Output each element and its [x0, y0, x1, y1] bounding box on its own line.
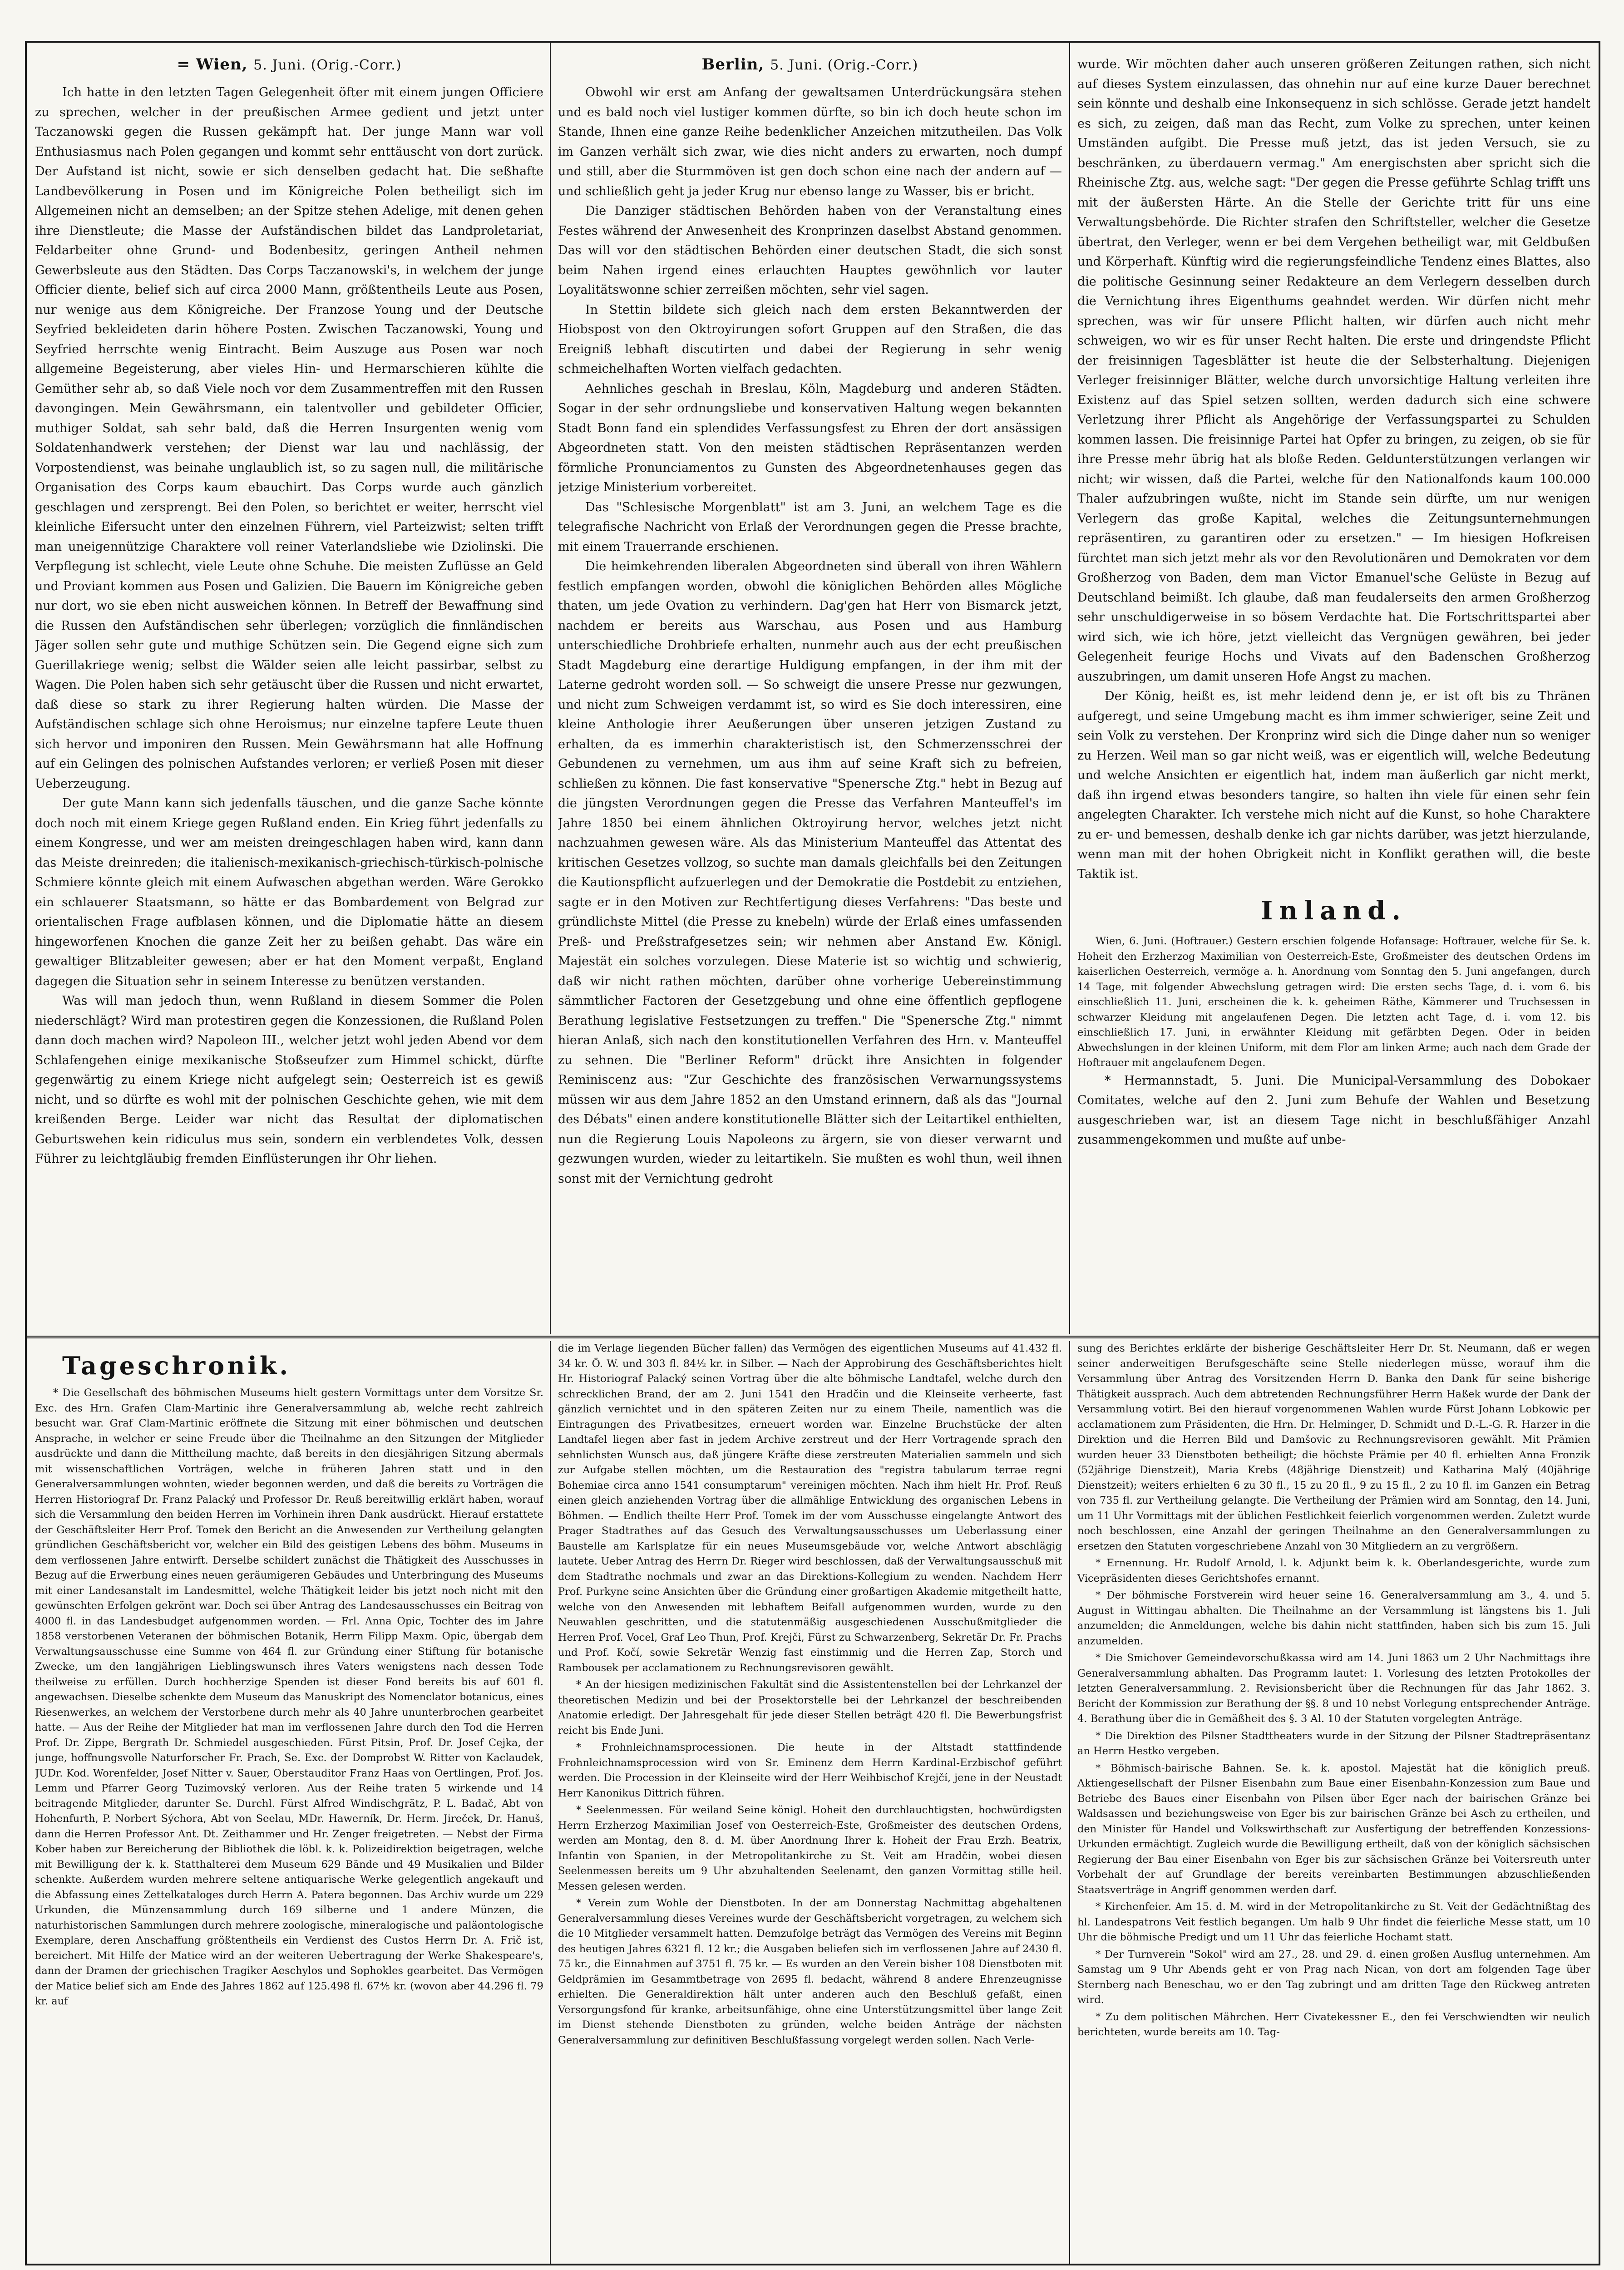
- top-section: [27, 43, 1599, 1334]
- article-paragraph: Der gute Mann kann sich jedenfalls täuschen, und die ganze Sache könnte doch noch mit einem Kriege gegen Rußland enden. Ein Krieg führt jedenfalls zu einem Kongresse, und wer am meisten dreingeschlagen haben wird, kann dann das Meiste dreinreden; die italienisch-mexikanisch-griechisch-türkisch-polnische Schmiere könnte gleich mit einem Aufwaschen abgethan werden. Wäre Gerokko ein schlauerer Staatsmann, so hätte er das Bombardement von Belgrad zur orientalischen Frage aufblasen können, und die Diplomatie hätte an diesem hingeworfenen Knochen die ganze Zeit her zu beißen gehabt. Das wäre ein gewaltiger Blitzableiter gewesen; aber er hat den Moment verpaßt, England dagegen die Situation sehr in seinem Interesse zu benützen verstanden.: [35, 796, 543, 988]
- news-item: Wien, 6. Juni. (Hoftrauer.) Gestern erschien folgende Hofansage: Hoftrauer, welche für Se. k. Hoheit den Erzherzog Maximilian von Oesterreich-Este, Großmeister des deutschen Ordens im kaiserlichen Oesterreich, vermöge a. h. Anordnung vom Sonntag den 5. Juni angefangen, durch 14 Tage, mit folgender Abwechslung getragen wird: Die ersten sechs Tage, d. i. vom 6. bis einschließlich 11. Juni, erscheinen die k. k. geheimen Räthe, Kämmerer und Truchsessen in schwarzer Kleidung mit angelaufenen Degen. Die letzten acht Tage, d. i. vom 12. bis einschließlich 17. Juni, in erwähnter Kleidung mit gefärbten Degen. Oder in beiden Abwechslungen in der kleinen Uniform, mit dem Flor am linken Arme; auch nach dem Grade der Hoftrauer mit angelaufenem Degen.: [1077, 935, 1590, 1069]
- news-item: * Böhmisch-bairische Bahnen. Se. k. k. apostol. Majestät hat die königlich preuß. Aktiengesellschaft der Pilsner Eisenbahn zum Baue einer Eisenbahn-Konzession zum Baue und Betriebe des Baues einer Eisenbahn von Pilsen über Eger nach der bairischen Gränze bei Waldsassen und beziehungsweise von Eger bis zur bairischen Gränze bei Asch zu ertheilen, und den Minister für Handel und Volkswirthschaft zur Ausfertigung der betreffenden Konzessions-Urkunden ermächtigt. Zugleich wurde die Bewilligung ertheilt, daß von der königlich sächsischen Regierung der Bau einer Eisenbahn von Eger bis zur sächsischen Gränze bei Voitersreuth unter Vorbehalt der auf Grundlage der bereits vereinbarten Bestimmungen abzuschließenden Staatsverträge in Angriff genommen werden darf.: [1077, 1762, 1590, 1896]
- dateline-place: = Wien,: [177, 55, 248, 74]
- news-item: * Der Turnverein "Sokol" wird am 27., 28. und 29. d. einen großen Ausflug unternehmen. Am Samstag um 9 Uhr Abends geht er von Prag nach Nican, von dort am folgenden Tage über Sternberg nach Beneschau, wo er den Tag zubringt und am dritten Tage den Rückweg antreten wird.: [1077, 1948, 1590, 2006]
- news-item: * Ernennung. Hr. Rudolf Arnold, l. k. Adjunkt beim k. k. Oberlandesgerichte, wurde zum Vicepräsidenten dieses Gerichtshofes ernannt.: [1077, 1557, 1590, 1584]
- chronicle-column-3: [1077, 1341, 1590, 2263]
- dateline-date: 5. Juni. (Orig.-Corr.): [770, 57, 918, 73]
- column-berlin: [558, 43, 1062, 1332]
- chronicle-column-1: [35, 1341, 543, 2263]
- article-paragraph: Was will man jedoch thun, wenn Rußland in diesem Sommer die Polen niederschlägt? Wird man protestiren gegen die Konzessionen, die Rußland Polen dann doch machen wird? Napoleon III., welcher jetzt wohl jeden Abend vor dem Schlafengehen einige mexikanische Stoßseufzer zum Himmel schickt, dürfte gegenwärtig zu einem Kriege nicht aufgelegt sein; Oesterreich ist es gewiß nicht, und so dürfte es wohl mit der polnischen Geschichte gehen, wie mit dem kreißenden Berge. Leider war nicht das Resultat der diplomatischen Geburtswehen kein ridiculus mus sein, sondern ein verblendetes Volk, dessen Führer zu leichtgläubig fremden Einflüsterungen ihr Ohr liehen.: [35, 994, 543, 1166]
- news-item: die im Verlage liegenden Bücher fallen) das Vermögen des eigentlichen Museums auf 41.432 fl. 34 kr. Ö. W. und 303 fl. 84½ kr. in Silber. — Nach der Approbirung des Geschäftsberichtes hielt Hr. Historiograf Palacký seinen Vortrag über die alte böhmische Landtafel, welche durch den schrecklichen Brand, der am 2. Juni 1541 den Hradčin und die Kleinseite verheerte, fast gänzlich vernichtet und in den späteren Zeiten nur zu einem Theile, namentlich was die Eintragungen des Privatbesitzes, erneuert worden war. Einzelne Bruchstücke der alten Landtafel liegen aber fast in jedem Archive zerstreut und der Herr Vortragende sprach den sehnlichsten Wunsch aus, daß jüngere Kräfte diese zerstreuten Materialien sammeln und sich zur Aufgabe stellen möchten, um die Restauration des "registra tabularum terrae regni Bohemiae circa anno 1541 consumptarum" vereinigen möchten. Nach ihm hielt Hr. Prof. Reuß einen gleich anziehenden Vortrag über die allmählige Entwicklung des organischen Lebens in Böhmen. — Endlich theilte Herr Prof. Tomek im der vom Ausschusse eingelangte Antwort des Prager Stadtrathes auf das Gesuch des Verwaltungsausschusses um Ueberlassung einer Baustelle am Karlsplatze für ein neues Museumsgebäude vor, welche Antwort abschlägig lautete. Ueber Antrag des Herrn Dr. Rieger wird beschlossen, daß der Verwaltungsausschuß mit dem Stadtrathe nochmals und zwar an das Direktions-Kollegium zu wenden. Nachdem Herr Prof. Purkyne seine Ansichten über die Gründung einer großartigen Akademie mitgetheilt hatte, welche von den Anwesenden mit lebhaftem Beifall aufgenommen wurden, wurde zu den Neuwahlen geschritten, und die statutenmäßig ausgeschiedenen Ausschußmitglieder die Herren Prof. Vocel, Graf Leo Thun, Prof. Krejči, Fürst zu Schwarzenberg, Sekretär Dr. Fr. Prachs und Prof. Kočí, sowie Sekretär Wenzig fast einstimmig und die Herren Zap, Storch und Rambousek per acclamationem zu Rechnungsrevisoren gewählt.: [558, 1342, 1062, 1674]
- news-item: * Verein zum Wohle der Dienstboten. In der am Donnerstag Nachmittag abgehaltenen Generalversammlung dieses Vereines wurde der Geschäftsbericht vorgetragen, zu welchem sich die 10 Mitglieder versammelt hatten. Demzufolge beträgt das Vermögen des Vereins mit Beginn des heutigen Jahres 6321 fl. 12 kr.; die Ausgaben beliefen sich im verflossenen Jahre auf 2430 fl. 75 kr., die Einnahmen auf 3751 fl. 75 kr. — Es wurden an den Verein bisher 108 Dienstboten mit Geldprämien im Gesammtbetrage von 2695 fl. bedacht, während 8 andere Ehrenzeugnisse erhielten. Die Generaldirektion hält unter anderen auch den Beschluß gefaßt, einen Versorgungsfond für kranke, arbeitsunfähige, ohne eine Unterstützungsmittel über lange Zeit im Dienst stehende Dienstboten zu gründen, welche beiden Anträge der nächsten Generalversammlung zur definitiven Beschlußfassung vorgelegt werden sollen. Nach Verle-: [558, 1897, 1062, 2046]
- dateline-berlin: [558, 55, 1062, 74]
- dateline-place: Berlin,: [701, 55, 765, 74]
- article-paragraph: Aehnliches geschah in Breslau, Köln, Magdeburg und anderen Städten. Sogar in der sehr ordnungsliebe und konservativen Haltung wegen bekannten Stadt Bonn fand ein splendides Verfassungsfest zu Ehren der dort ansässigen Abgeordneten statt. Von den meisten städtischen Repräsentanzen werden förmliche Pronunciamentos zu Gunsten des Abgeordnetenhauses gegen das jetzige Ministerium vorbereitet.: [558, 381, 1062, 494]
- article-paragraph: Der König, heißt es, ist mehr leidend denn je, er ist oft bis zu Thränen aufgeregt, und seine Umgebung macht es ihm immer schwieriger, seine Zeit und sein Volk zu verstehen. Der Kronprinz wird sich die Dinge daher nun so weniger zu Herzen. Weil man so gar nicht weiß, was er eigentlich will, welche Bedeutung und welche Ansichten er eigentlich hat, indem man äußerlich gar nicht merkt, daß ihn irgend etwas besonders tangire, so halten ihn viele für einen sehr fein angelegten Charakter. Ich verstehe mich nicht auf die Kunst, so hohe Charaktere zu er- und bemessen, deshalb denke ich gar nichts darüber, was jetzt hierzulande, wenn man mit der hohen Obrigkeit nicht in Konflikt gerathen will, die beste Taktik ist.: [1077, 689, 1590, 881]
- column-divider: [550, 1341, 551, 2264]
- dateline-wien: [35, 55, 543, 74]
- news-item: * Die Smichover Gemeindevorschußkassa wird am 14. Juni 1863 um 2 Uhr Nachmittags ihre Generalversammlung abhalten. Das Programm lautet: 1. Vorlesung des letzten Protokolles der letzten Generalversammlung. 2. Revisionsbericht über die Rechnungen für das Jahr 1862. 3. Bericht der Kommission zur Berathung der §§. 8 und 10 nebst Vorlegung entsprechender Anträge. 4. Berathung über die in Gemäßheit des §. 3 Al. 10 der Statuten vorgelegten Anträge.: [1077, 1652, 1590, 1725]
- news-item: * Zu dem politischen Mährchen. Herr Civatekessner E., den fei Verschwiendten wir neulich berichteten, wurde bereits am 10. Tag-: [1077, 2011, 1590, 2038]
- article-paragraph: Die heimkehrenden liberalen Abgeordneten sind überall von ihren Wählern festlich empfangen worden, obwohl die königlichen Behörden alles Mögliche thaten, um jede Ovation zu verhindern. Dag'gen hat Herr von Bismarck jetzt, nachdem er bereits aus Warschau, aus Posen und aus Hamburg unterschiedliche Drohbriefe erhalten, nunmehr auch aus der echt preußischen Stadt Magdeburg eine derartige Huldigung empfangen, in der ihm mit der Laterne gedroht worden soll. — So schweigt die unsere Presse nur gezwungen, und nicht zum Schweigen verdammt ist, so wird es Sie doch interessiren, eine kleine Anthologie ihrer Aeußerungen über unseren jetzigen Zustand zu erhalten, da es immerhin charakteristisch ist, den Schmerzensschrei der Gebundenen zu vernehmen, um aus ihm auf seine Kraft sich zu befreien, schließen zu können. Die fast konservative "Spenersche Ztg." hebt in Bezug auf die jüngsten Verordnungen gegen die Presse das Verfahren Manteuffel's im Jahre 1850 bei einem ähnlichen Oktroyirung hervor, welches jetzt nicht nachzuahmen gewesen wäre. Als das Ministerium Manteuffel das Attentat des kritischen Gesetzes vollzog, so suchte man damals gleichfalls bei den Zeitungen die Kautionspflicht aufzuerlegen und der Demokratie die Postdebit zu entziehen, sagte er in den Motiven zur Rechtfertigung dieses Verfahrens: "Das beste und gründlichste Mittel (die Presse zu knebeln) würde der Erlaß eines umfassenden Preß- und Preßstrafgesetzes sein; wir nehmen aber Anstand Ew. Königl. Majestät ein solches vorzulegen. Diese Materie ist so wichtig und schwierig, daß wir nicht rathen möchten, darüber ohne vorherige Uebereinstimmung sämmtlicher Factoren der Gesetzgebung und ohne eine öffentlich gepflogene Berathung legislative Festsetzungen zu treffen." Die "Spenersche Ztg." nimmt hieran Anlaß, sich nach den konstitutionellen Verfahren des Hrn. v. Manteuffel zu sehnen. Die "Berliner Reform" drückt ihre Ansichten in folgender Reminiscenz aus: "Zur Geschichte des französischen Verwarnungssystems müssen wir aus dem Jahre 1852 an den Umstand erinnern, daß als das "Journal des Débats" einen andere konstitutionelle Blätter sich der Leitartikel enthielten, nun die Regierung Louis Napoleons zu ärgern, sie von dieser verwarnt und gezwungen wurden, wieder zu leitartikeln. Sie mußten es wohl thun, weil ihnen sonst mit der Vernichtung gedroht: [558, 559, 1062, 1186]
- article-paragraph: In Stettin bildete sich gleich nach dem ersten Bekanntwerden der Hiobspost von den Oktroyirungen sofort Gruppen auf den Straßen, die das Ereigniß lebhaft discutirten und dabei der Regierung in sehr wenig schmeichelhaften Worten vielfach gedachten.: [558, 302, 1062, 376]
- news-item: * Hermannstadt, 5. Juni. Die Municipal-Versammlung des Dobokaer Comitates, welche auf den 2. Juni zum Behufe der Wahlen und Besetzung ausgeschrieben war, ist an diesem Tage nicht in beschlußfähiger Anzahl zusammengekommen und mußte auf unbe-: [1077, 1073, 1590, 1147]
- column-continuation: [1077, 43, 1590, 1332]
- column-divider: [550, 43, 551, 1334]
- news-item: * Die Gesellschaft des böhmischen Museums hielt gestern Vormittags unter dem Vorsitze Sr. Exc. des Hrn. Grafen Clam-Martinic ihre Generalversammlung ab, welche recht zahlreich besucht war. Graf Clam-Martinic eröffnete die Sitzung mit einer böhmischen und deutschen Ansprache, in welcher er seine Freude über die Theilnahme an den Sitzungen der Mitglieder ausdrückte und dann die Mittheilung machte, daß bereits in den diesjährigen Sitzung abermals mit wissenschaftlichen Vorträgen, welche in früheren Jahren statt und in den Generalversammlungen wohnten, wieder begonnen werden, und daß die bereits zu Vorträgen die Herren Historiograf Dr. Franz Palacký und Professor Dr. Reuß bereitwillig erklärt haben, worauf sich die Versammlung den beiden Herren im Vorhinein ihren Dank ausdrückt. Hierauf erstattete der Geschäftsleiter Herr Prof. Tomek den Bericht an die Anwesenden zur Vertheilung gelangten gründlichen Geschäftsbericht vor, welcher ein Bild des geistigen Lebens des böhm. Museums in dem verflossenen Jahre entwirft. Derselbe schildert zunächst die Thätigkeit des Ausschusses in Bezug auf die Erwerbung eines neuen geräumigeren Gebäudes und Unterbringung des Museums mit einer Landesanstalt im Landesmittel, welche Thätigkeit leider bis jetzt noch nicht mit den gewünschten Erfolgen gekrönt war. Doch sei über Antrag des Landesausschusses ein Beitrag von 4000 fl. in das Landesbudget aufgenommen worden. — Frl. Anna Opic, Tochter des im Jahre 1858 verstorbenen Veteranen der böhmischen Botanik, Herrn Filipp Maxm. Opic, übergab dem Verwaltungsausschusse eine Summe von 464 fl. zur Gründung einer Stiftung für botanische Zwecke, um den langjährigen Lieblingswunsch ihres Vaters wenigstens nach dessen Tode theilweise zu erfüllen. Durch hochherzige Spenden ist dieser Fond bereits bis auf 601 fl. angewachsen. Dieselbe schenkte dem Museum das Manuskript des Nomenclator botanicus, eines Riesenwerkes, an welchem der Verstorbene durch mehr als 40 Jahre ununterbrochen gearbeitet hatte. — Aus der Reihe der Mitglieder hat man im verflossenen Jahre durch den Tod die Herren Prof. Dr. Zippe, Bergrath Dr. Schmiedel ausgeschieden. Fürst Pitsin, Prof. Dr. Josef Cejka, der junge, hoffnungsvolle Naturforscher Fr. Prach, Se. Exc. der Domprobst W. Ritter von Kaclaudek, JUDr. Kod. Worenfelder, Josef Nitter v. Sauer, Oberstauditor Franz Haas von Oertlingen, Prof. Jos. Lemm und Pfarrer Georg Tuzimovský verloren. Aus der Reihe traten 5 wirkende und 14 beitragende Mitglieder, darunter Se. Durchl. Fürst Alfred Windischgrätz, P. L. Badač, Abt von Hohenfurth, P. Norbert Sýchora, Abt von Seelau, MDr. Hawerník, Dr. Herm. Jireček, Dr. Hanuš, dann die Herren Professor Ant. Dt. Zeithammer und Hr. Zenger freigetreten. — Nebst der Firma Kober haben zur Bereicherung der Bibliothek die löbl. k. k. Polizeidirektion beigetragen, welche mit Bewilligung der k. k. Statthalterei dem Museum 629 Bände und 49 Musikalien und Bilder schenkte. Außerdem wurden mehrere seltene antiquarische Werke gelegentlich angekauft und die Abfassung eines Zettelkataloges durch Herrn A. Patera begonnen. Das Archiv wurde um 229 Urkunden, die Münzensammlung durch 169 silberne und 1 andere Münzen, die naturhistorischen Sammlungen durch mehrere zoologische, mineralogische und paläontologische Exemplare, deren Anschaffung größtentheils ein Verdienst des Custos Herrn Dr. A. Frič ist, bereichert. Mit Hilfe der Matice wird an der weiteren Uebertragung der Werke Shakespeare's, dann der Dramen der griechischen Tragiker Aeschylos und Sophokles gearbeitet. Das Vermögen der Matice belief sich am Ende des Jahres 1862 auf 125.498 fl. 67⅘ kr. (wovon aber 44.296 fl. 79 kr. auf: [35, 1387, 543, 2007]
- news-item: * An der hiesigen medizinischen Fakultät sind die Assistentenstellen bei der Lehrkanzel der theoretischen Medizin und bei der Prosektorstelle bei der Lehrkanzel der beschreibenden Anatomie erledigt. Der Jahresgehalt für jede dieser Stellen beträgt 420 fl. Die Bewerbungsfrist reicht bis Ende Juni.: [558, 1679, 1062, 1737]
- news-item: * Der böhmische Forstverein wird heuer seine 16. Generalversammlung am 3., 4. und 5. August in Wittingau abhalten. Die Theilnahme an der Versammlung ist längstens bis 1. Juli anzumelden; die Anmeldungen, welche bis dahin nicht stattfinden, haben sich bis zum 15. Juli anzumelden.: [1077, 1589, 1590, 1647]
- news-item: * Seelenmessen. Für weiland Seine königl. Hoheit den durchlauchtigsten, hochwürdigsten Herrn Erzherzog Maximilian Josef von Oesterreich-Este, Großmeister des deutschen Ordens, werden am Montag, den 8. d. M. über Anordnung Ihrer k. Hoheit der Frau Erzh. Beatrix, Infantin von Spanien, in der Metropolitankirche zu St. Veit am Hradčin, wobei diesen Seelenmessen bereits um 9 Uhr abzuhaltenden Seelenamt, den ganzen Vormittag stille heil. Messen gelesen werden.: [558, 1804, 1062, 1892]
- article-paragraph: Ich hatte in den letzten Tagen Gelegenheit öfter mit einem jungen Officiere zu sprechen, welcher in der preußischen Armee gedient und jetzt unter Taczanowski gegen die Russen gekämpft hat. Der junge Mann war voll Enthusiasmus nach Polen gegangen und kommt sehr enttäuscht von dort zurück. Der Aufstand ist nicht, sowie er sich denselben gedacht hat. Die seßhafte Landbevölkerung in Posen und im Königreiche Polen betheiligt sich im Allgemeinen nicht an demselben; an der Spitze stehen Adelige, mit denen gehen ihre Dienstleute; die Masse der Aufständischen bildet das Landproletariat, Feldarbeiter ohne Grund- und Bodenbesitz, geringen Antheil nehmen Gewerbsleute aus den Städten. Das Corps Taczanowski's, in welchem der junge Officier diente, belief sich auf circa 2000 Mann, größtentheils Leute aus Posen, nur wenige aus dem Königreiche. Der Franzose Young und der Deutsche Seyfried bekleideten darin höhere Posten. Zwischen Taczanowski, Young und Seyfried herrschte wenig Eintracht. Beim Auszuge aus Posen war noch allgemeine Begeisterung, aber vieles Hin- und Hermarschieren kühlte die Gemüther sehr ab, so daß Viele noch vor dem Zusammentreffen mit den Russen davongingen. Mein Gewährsmann, ein talentvoller und gebildeter Officier, muthiger Soldat, sah sehr bald, daß die Herren Insurgenten wenig vom Soldatenhandwerk verstehen; der Dienst war lau und nachlässig, der Vorpostendienst, was beinahe unglaublich ist, so zu sagen null, die militärische Organisation des Corps kaum ebauchirt. Das Corps wurde auch gänzlich geschlagen und zersprengt. Bei den Polen, so berichtet er weiter, herrscht viel kleinliche Eifersucht unter den einzelnen Führern, viel Parteizwist; selten trifft man uneigennützige Charaktere voll reiner Vaterlandsliebe wie Dziolinski. Die Verpflegung ist schlecht, viele Leute ohne Schuhe. Die meisten Zuflüsse an Geld und Proviant kommen aus Posen und Galizien. Die Bauern im Königreiche geben nur dort, wo sie eben nicht ausweichen können. In Betreff der Bewaffnung sind die Russen den Aufständischen sehr überlegen; vorzüglich die finnländischen Jäger sollen sehr gute und muthige Schützen sein. Die Gegend eigne sich zum Guerillakriege wenig; selbst die Wälder seien alle leicht passirbar, selbst zu Wagen. Die Polen haben sich sehr getäuscht über die Russen und nicht erwartet, daß diese so stark zu ihrer Regierung halten würden. Die Masse der Aufständischen schlage sich ohne Heroismus; nur einzelne tapfere Leute thuen sich hervor und imponiren den Russen. Mein Gewährsmann hat alle Hoffnung auf ein Gelingen des polnischen Aufstandes verloren; er verließ Posen mit dieser Ueberzeugung.: [35, 85, 543, 791]
- column-divider: [1069, 1341, 1070, 2264]
- section-title-tageschronik: Tageschronik.: [62, 1351, 291, 1380]
- section-divider: [27, 1336, 1599, 1338]
- dateline-date: 5. Juni. (Orig.-Corr.): [253, 57, 402, 73]
- column-divider: [1069, 43, 1070, 1334]
- article-paragraph: Das "Schlesische Morgenblatt" ist am 3. Juni, an welchem Tage es die telegrafische Nachricht von Erlaß der Verordnungen gegen die Presse brachte, mit einem Trauerrande erschienen.: [558, 500, 1062, 554]
- news-item: * Frohnleichnamsprocessionen. Die heute in der Altstadt stattfindende Frohnleichnamsprocession wird von Sr. Eminenz dem Herrn Kardinal-Erzbischof geführt werden. Die Procession in der Kleinseite wird der Herr Weihbischof Krejčí, jene in der Neustadt Herr Kanonikus Dittrich führen.: [558, 1742, 1062, 1799]
- section-title-inland: Inland.: [1261, 896, 1407, 926]
- news-item: sung des Berichtes erklärte der bisherige Geschäftsleiter Herr Dr. St. Neumann, daß er wegen seiner anderweitigen Berufsgeschäfte seine Stelle niederlegen müsse, worauf ihm die Versammlung über Antrag des Vorsitzenden Herrn D. Banka den Dank für seine bisherige Thätigkeit aussprach. Auch dem abtretenden Rechnungsführer Herrn Haßek wurde der Dank der Versammlung votirt. Bei den hierauf vorgenommenen Wahlen wurde Fürst Johann Lobkowic per acclamationem zum Präsidenten, die Hrn. Dr. Helminger, D. Schmidt und D.-L.-G. R. Harzer in die Direktion und die Herren Bild und Damšovic zu Rechnungsrevisoren gewählt. Mit Prämien wurden heuer 33 Dienstboten betheiligt; die höchste Prämie per 40 fl. erhielten Anna Fronzik (52jährige Dienstzeit), Maria Krebs (48jährige Dienstzeit) und Katharina Malý (40jährige Dienstzeit); weiters erhielten 6 zu 30 fl., 15 zu 20 fl., 9 zu 15 fl., 2 zu 10 fl. im Ganzen ein Betrag von 735 fl. zur Vertheilung gelangte. Die Vertheilung der Prämien wird am Sonntag, den 14. Juni, um 11 Uhr Vormittags mit der üblichen Festlichkeit feierlich vorgenommen werden. Zuletzt wurde noch beschlossen, eine Anzahl der geringen Theilnahme an den Generalversammlungen zu ersetzen den Statuten vorgeschriebene Anzahl von 30 Mitgliedern an zu vergrößern.: [1077, 1342, 1590, 1552]
- article-paragraph: Die Danziger städtischen Behörden haben von der Veranstaltung eines Festes während der Anwesenheit des Kronprinzen daselbst Abstand genommen. Das will vor den städtischen Behörden einer deutschen Stadt, die sich sonst beim Nahen irgend eines erlauchten Hauptes gewöhnlich vor lauter Loyalitätswonne schier zerreißen möchten, sehr viel sagen.: [558, 204, 1062, 297]
- news-item: * Kirchenfeier. Am 15. d. M. wird in der Metropolitankirche zu St. Veit der Gedächtnißtag des hl. Landespatrons Veit festlich begangen. Um halb 9 Uhr findet die feierliche Messe statt, um 10 Uhr die böhmische Predigt und um 11 Uhr das feierliche Hochamt statt.: [1077, 1901, 1590, 1943]
- article-paragraph: Obwohl wir erst am Anfang der gewaltsamen Unterdrückungsära stehen und es bald noch viel lustiger kommen dürfte, so bin ich doch heute schon im Stande, Ihnen eine ganze Reihe bedenklicher Anzeichen mitzutheilen. Das Volk im Ganzen verhält sich zwar, wie dies nicht anders zu erwarten, noch dumpf und still, aber die Sturmmöven ist gen doch schon eine nach der andern auf — und schließlich geht ja jeder Krug nur ebenso lange zu Wasser, bis er bricht.: [558, 85, 1062, 198]
- news-item: * Die Direktion des Pilsner Stadttheaters wurde in der Sitzung der Pilsner Stadtrepräsentanz an Herrn Hestko vergeben.: [1077, 1730, 1590, 1757]
- column-wien: [35, 43, 543, 1332]
- chronicle-section: [27, 1341, 1599, 2264]
- article-paragraph: wurde. Wir möchten daher auch unseren größeren Zeitungen rathen, sich nicht auf dieses System einzulassen, das ohnehin nur auf eine kurze Dauer berechnet sein könnte und deshalb eine Inkonsequenz in sich schlösse. Gerade jetzt handelt es sich, zu zeigen, daß man das Recht, zum Volke zu sprechen, unter keinen Umständen aufgibt. Die Presse muß jetzt, das ist jeden Versuch, sie zu beschränken, zu überdauern vermag." Am energischsten aber spricht sich die Rheinische Ztg. aus, welche sagt: "Der gegen die Presse geführte Schlag trifft uns mit der äußersten Härte. An die Stelle der Gerichte tritt für uns eine Verwaltungsbehörde. Die Richter strafen den Schriftsteller, welcher die Gesetze übertrat, den Verleger, wenn er bei dem Vergehen betheiligt war, mit Geldbußen und Körperhaft. Künftig wird die regierungsfeindliche Tendenz eines Blattes, also die politische Gesinnung seiner Redakteure an dem Verlegern desselben durch die Vernichtung ihres Eigenthums geahndet werden. Wir dürfen nicht mehr sprechen, was wir für unsere Pflicht halten, wir dürfen auch nicht mehr schweigen, wo wir es für unser Recht halten. Die erste und dringendste Pflicht der freisinnigen Tagesblätter ist heute die der Selbsterhaltung. Diejenigen Verleger freisinniger Blätter, welche durch unvorsichtige Haltung verleiten ihre Existenz auf das Spiel setzen sollten, werden dadurch sich eine schwere Verletzung ihrer Pflicht als Angehörige der Verfassungspartei zu Schulden kommen lassen. Die freisinnige Partei hat Opfer zu bringen, zu zeigen, ob sie für ihre Presse mehr übrig hat als bloße Reden. Geldunterstützungen verlangen wir nicht; wir wissen, daß die Partei, welche für den Nationalfonds kaum 100.000 Thaler aufzubringen wußte, nicht im Stande sein dürfte, um nur wenigen Verlegern das große Kapital, welches die Zeitungsunternehmungen repräsentiren, zu garantiren oder zu ersetzen." — Im hiesigen Hofkreisen fürchtet man sich jetzt mehr als vor den Revolutionären und Demokraten vor dem Großherzog von Baden, dem man Victor Emanuel'sche Gelüste in Bezug auf Deutschland beimißt. Ich glaube, daß man feudalerseits den armen Großherzog sehr unschuldigerweise in so bösem Verdachte hat. Die Fortschrittspartei aber wird sich, wie ich höre, jetzt vielleicht das Vergnügen gewähren, bei jeder Gelegenheit feurige Hochs und Vivats auf den Badenschen Großherzog auszubringen, um damit unseren Hofe Angst zu machen.: [1077, 57, 1590, 684]
- chronicle-column-2: [558, 1341, 1062, 2263]
- newspaper-page: [25, 41, 1600, 2265]
